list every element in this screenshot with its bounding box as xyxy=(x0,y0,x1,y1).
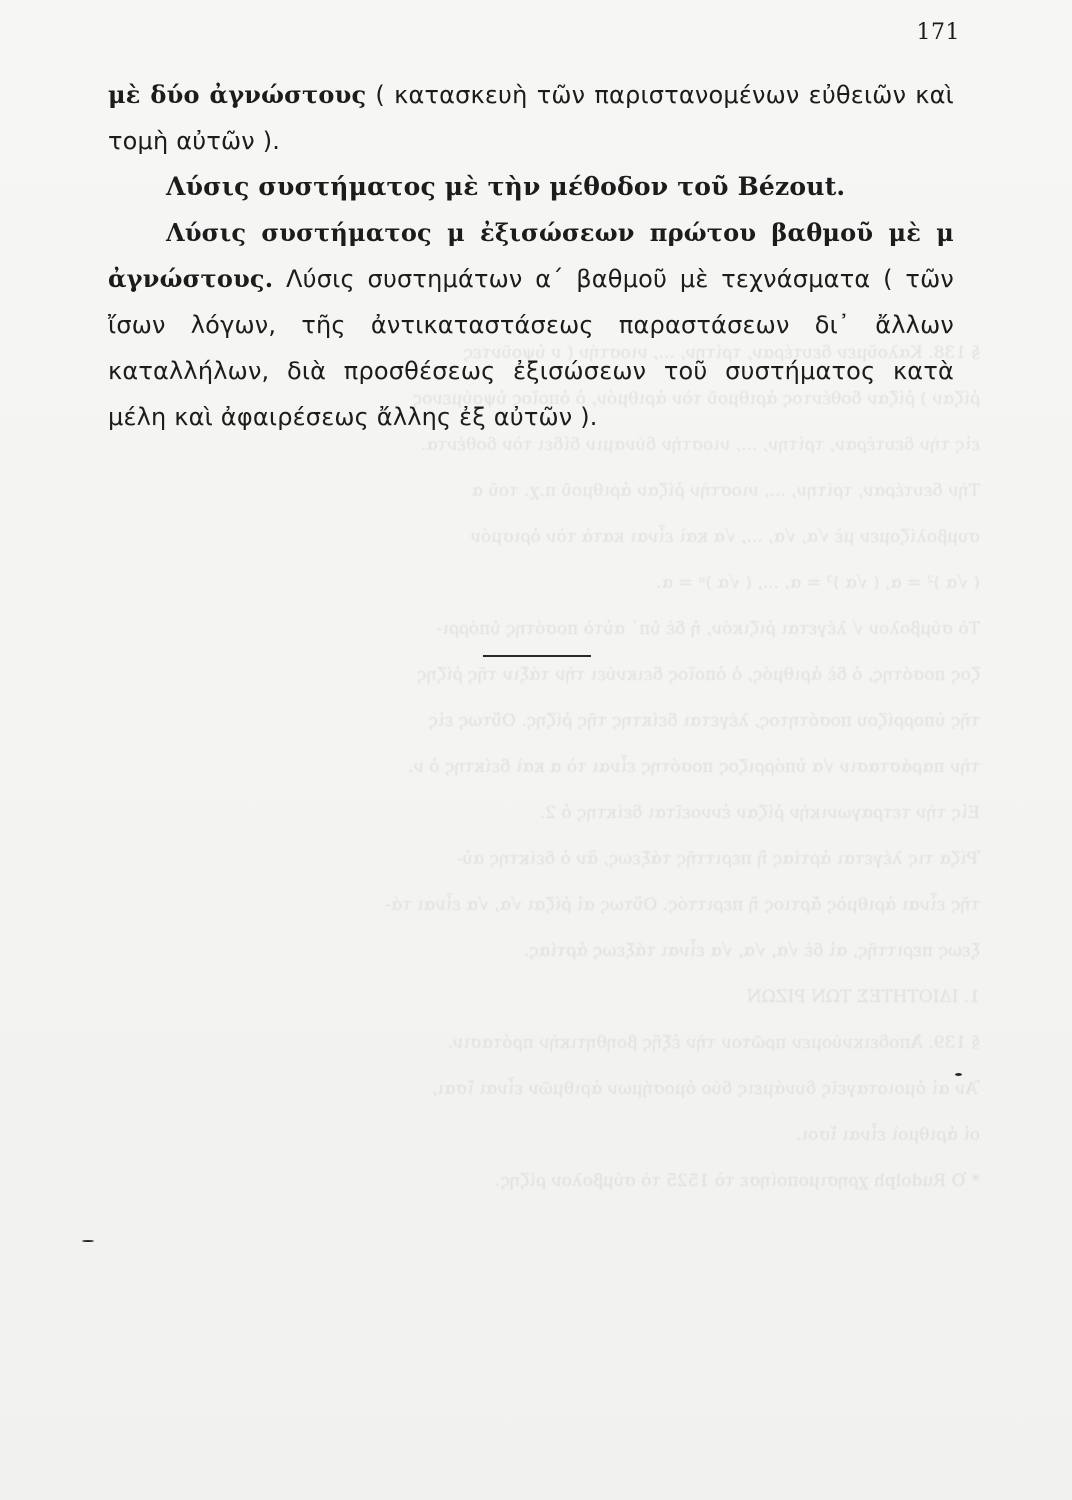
page-number: 171 xyxy=(916,20,960,45)
show-through-text: § 138. Καλοῦμεν δευτέραν, τρίτην, ..., νιοστήν ( ν ὑψοῦντες ῥίζαν ) ῥίζαν δοθέντος ἀριθμοῦ τὸν ἀριθμόν, ὁ ὁποῖος ὑψούμενος εἰς τὴν δευτέραν, τρίτην, ..., νιοστὴν δύναμιν δίδει τὸν δοθέντα. Τὴν δευτέραν, τρίτην, ..., νιοστὴν ῥίζαν ἀριθμοῦ π.χ. τοῦ α συμβολίζομεν μὲ √α, √α, ..., √α καὶ εἶναι κατὰ τὸν ὁρισμόν ( √α )² = α, ( √α )³ = α, ..., ( √α )ⁿ = α. Τὸ σύμβολον √ λέγεται ῥιζικόν, ἡ δὲ ὑπ᾿ αὐτὸ ποσότης ὑπόρρι- ζος ποσότης, ὁ δὲ ἀριθμός, ὁ ὁποῖος δεικνύει τὴν τάξιν τῆς ῥίζης τῆς ὑπορρίζου ποσότητος, λέγεται δείκτης τῆς ῥίζης. Οὕτως εἰς τὴν παράστασιν √α ὑπόρριζος ποσότης εἶναι τὸ α καὶ δείκτης ὁ ν. Εἰς τὴν τετραγωνικὴν ῥίζαν ἐννοεῖται δείκτης ὁ 2. Ῥίζα τις λέγεται ἀρτίας ἢ περιττῆς τάξεως, ἂν ὁ δείκτης αὐ- τῆς εἶναι ἀριθμὸς ἄρτιος ἢ περιττός. Οὕτως αἱ ῥίζαι √α, √α εἶναι τά- ξεως περιττῆς, αἱ δὲ √α, √α, √α εἶναι τάξεως ἀρτίας. 1. ΙΔΙΟΤΗΤΕΣ ΤΩΝ ΡΙΖΩΝ § 139. Ἀποδεικνύομεν πρῶτον τὴν ἑξῆς βοηθητικὴν πρότασιν. Ἂν αἱ ὁμοιοταγεῖς δυνάμεις δύο ὁμοσήμων ἀριθμῶν εἶναι ἴσαι, οἱ ἀριθμοὶ εἶναι ἴσοι. * Ὁ Rudolph χρησιμοποίησε τὸ 1525 τὸ σύμβολον ρίζης. xyxy=(384,343,980,1191)
paragraph-1-text: ( κατασκευὴ τῶν παριστανομένων εὐθειῶν καὶ τομὴ αὐτῶν ). xyxy=(108,81,954,155)
paragraph-1 xyxy=(108,72,954,164)
horizontal-rule xyxy=(483,655,591,657)
ink-spot xyxy=(82,1240,94,1242)
paragraph-1-lead: μὲ δύο ἀγνώστους xyxy=(108,80,367,109)
body-text xyxy=(108,72,954,440)
ink-spot xyxy=(955,1073,962,1076)
paragraph-2: Λύσις συστήματος μὲ τὴν μέθοδον τοῦ Bézout. xyxy=(166,172,846,201)
paragraph-3 xyxy=(108,210,954,440)
paragraph-3-lead: Λύσις συστήματος μ ἐξισώσεων πρώτου βαθμοῦ μὲ μ ἀγνώστους. xyxy=(108,218,954,293)
paragraph-3-text: Λύσις συστημάτων α΄ βαθμοῦ μὲ τεχνάσματα ( τῶν ἴσων λόγων, τῆς ἀντικαταστάσεως παραστάσεων δι᾿ ἄλλων καταλλήλων, διὰ προσθέσεως ἐξισώσεων τοῦ συστήματος κατὰ μέλη καὶ ἀφαιρέσεως ἄλλης ἐξ αὐτῶν ). xyxy=(108,265,954,431)
